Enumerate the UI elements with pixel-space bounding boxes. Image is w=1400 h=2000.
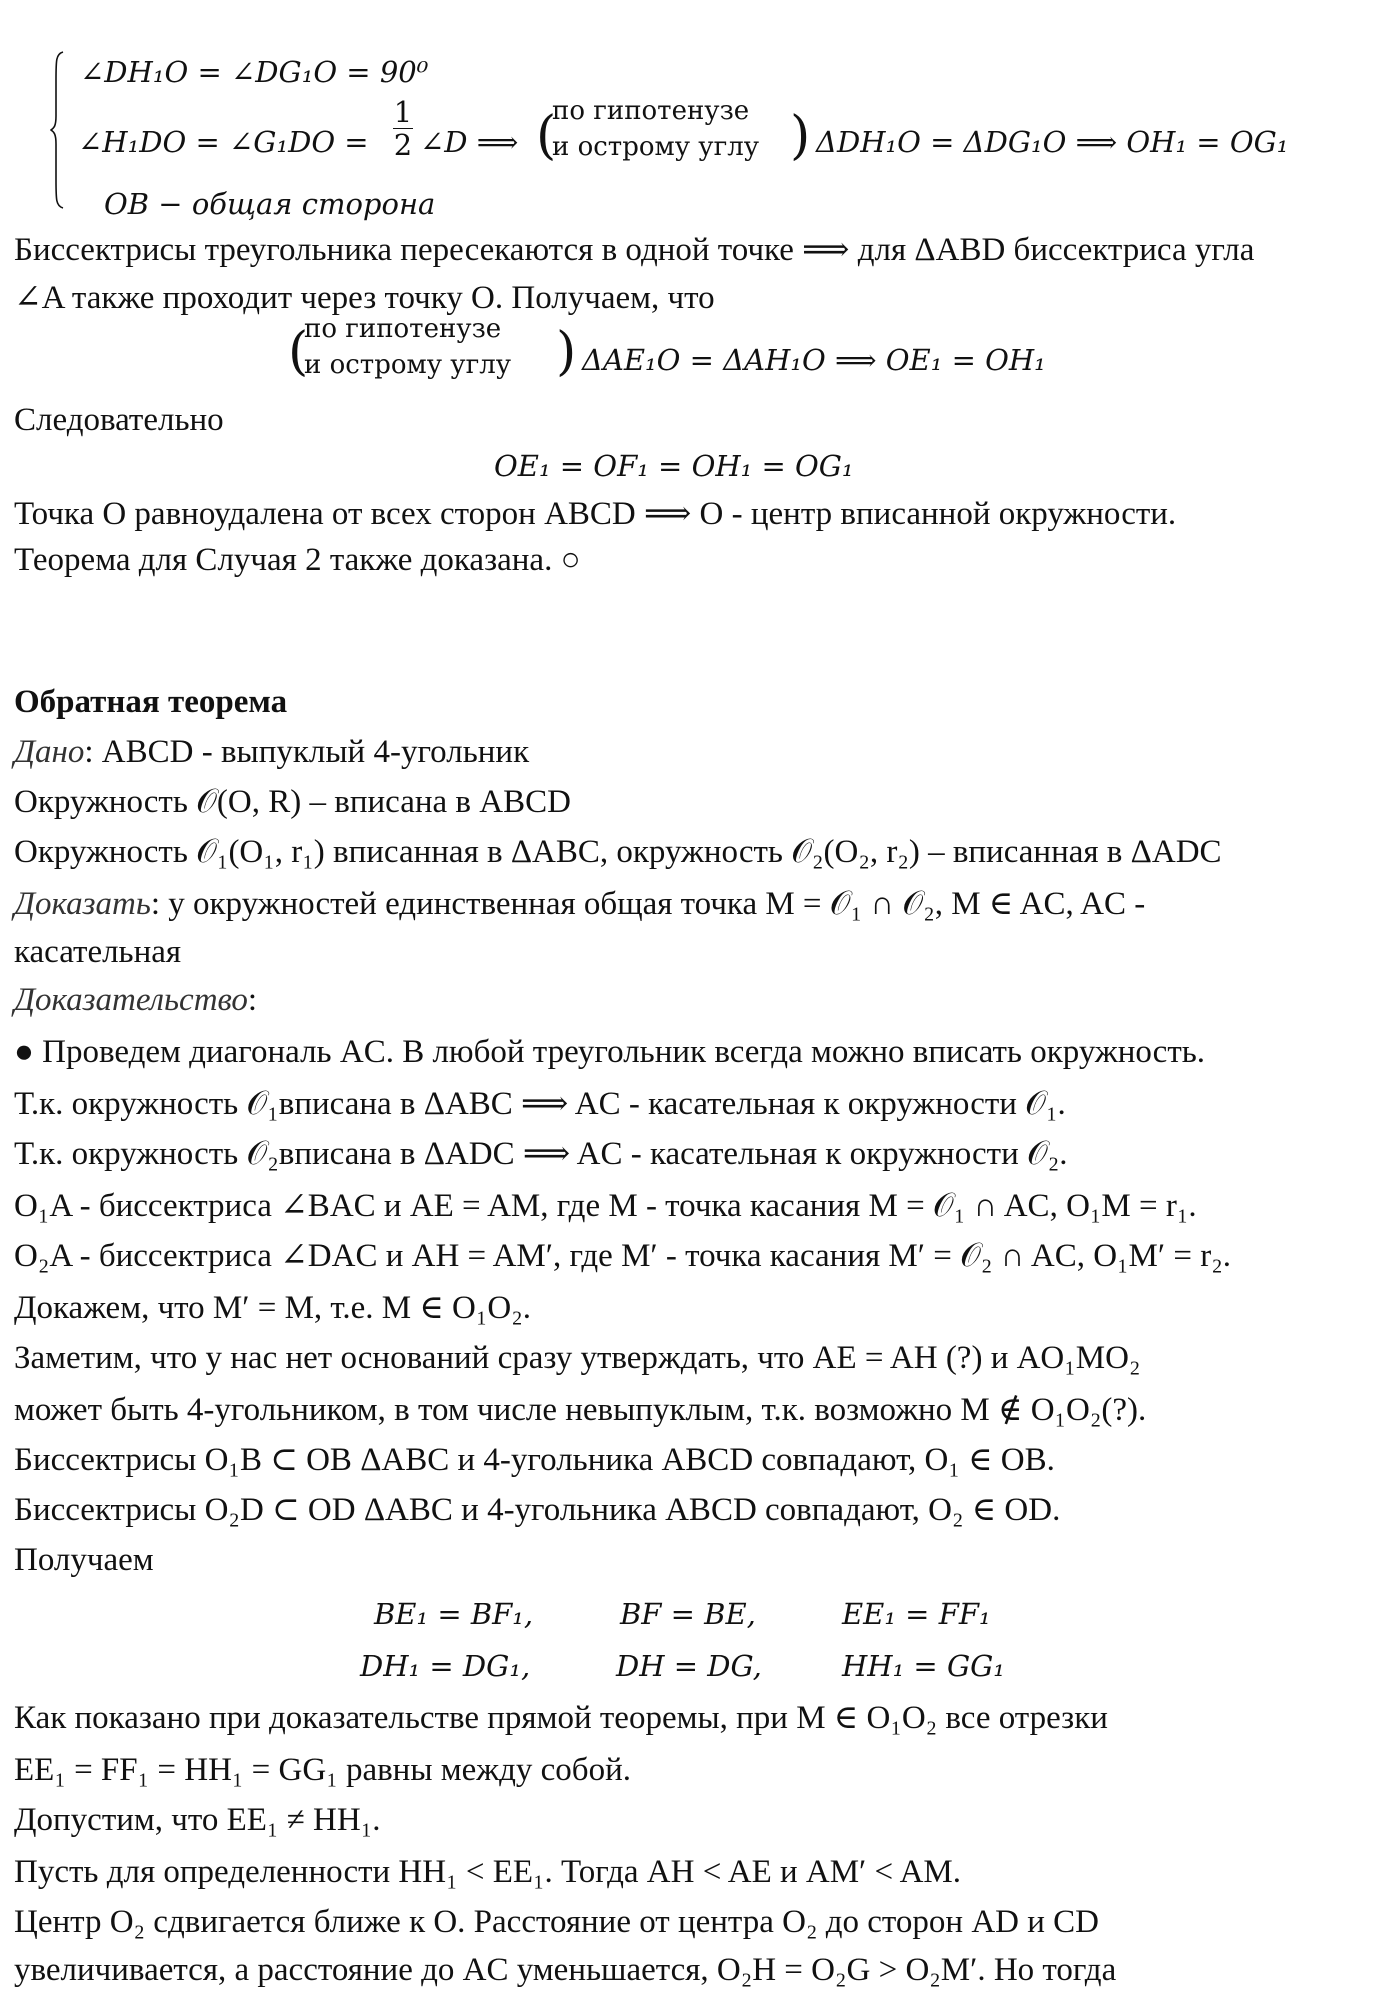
proof-text-line: ● Проведем диагональ AC. В любой треугольник всегда можно вписать окружность. — [14, 1034, 1206, 1070]
proof-text-line: O₁A - биссектриса ∠BAC и AE = AM, где M - точка касания M = 𝒪₁ ∩ AC, O₁M = r₁. — [14, 1188, 1197, 1224]
system-paren-bottom: и острому углу — [552, 132, 760, 162]
proof-text-line: Биссектрисы O₁B ⊂ OB ΔABC и 4-угольника ABCD совпадают, O₁ ∈ OB. — [14, 1442, 1055, 1478]
proof-text-line: O₂A - биссектриса ∠DAC и AH = AM′, где M′ - точка касания M′ = 𝒪₂ ∩ AC, O₁M′ = r₂. — [14, 1238, 1231, 1274]
prove-line — [14, 884, 1145, 924]
paragraph-bisectors-1: Биссектрисы треугольника пересекаются в одной точке ⟹ для ΔABD биссектриса угла — [14, 232, 1255, 268]
tail-line: Допустим, что EE₁ ≠ HH₁. — [14, 1802, 381, 1838]
heading-inverse-theorem: Обратная теорема — [14, 684, 288, 720]
proof-text-line: Докажем, что M′ = M, т.е. M ∈ O₁O₂. — [14, 1290, 531, 1326]
tail-line: Как показано при доказательстве прямой теоремы, при M ∈ O₁O₂ все отрезки — [14, 1700, 1108, 1736]
paragraph-therefore: Следовательно — [14, 402, 224, 438]
system-paren-top: по гипотенузе — [552, 96, 750, 126]
paragraph-bisectors-2: ∠A также проходит через точку O. Получаем, что — [14, 280, 715, 316]
system-paren-right: ) — [790, 106, 811, 166]
circle-inscribed-line: Окружность 𝒪(O, R) – вписана в ABCD — [14, 784, 571, 820]
eq-row1-col3: EE₁ = FF₁ — [842, 1597, 991, 1631]
circles-triangles-line: Окружность 𝒪₁(O₁, r₁) вписанная в ΔABC, окружность 𝒪₂(O₂, r₂) – вписанная в ΔADC — [14, 834, 1222, 870]
proof-text-line: Т.к. окружность 𝒪₁вписана в ΔABC ⟹ AC - касательная к окружности 𝒪₁. — [14, 1086, 1066, 1122]
system-line-2c: ΔDH₁O = ΔDG₁O ⟹ OH₁ = OG₁ — [816, 125, 1289, 159]
tail-line: EE₁ = FF₁ = HH₁ = GG₁ равны между собой. — [14, 1752, 631, 1788]
eq1-paren-bottom: и острому углу — [304, 350, 512, 380]
fraction-denominator: 2 — [393, 128, 413, 162]
eq1-paren-top: по гипотенузе — [304, 314, 502, 344]
proof-line — [14, 980, 257, 1020]
eq-row1-col1: BE₁ = BF₁, — [374, 1597, 534, 1631]
eq1-formula: ΔAE₁O = ΔAH₁O ⟹ OE₁ = OH₁ — [582, 343, 1046, 377]
prove-label: Доказать — [14, 886, 151, 922]
proof-colon: : — [247, 982, 258, 1018]
eq1-paren-left: ( — [288, 322, 309, 382]
proof-text-line: Получаем — [14, 1542, 154, 1578]
system-line-3: OB − общая сторона — [104, 187, 436, 221]
proof-text-line: может быть 4-угольником, в том числе невыпуклым, т.к. возможно M ∉ O₁O₂(?). — [14, 1392, 1147, 1428]
system-paren-left: ( — [536, 106, 557, 166]
prove-line-cont: касательная — [14, 934, 182, 970]
given-text: : ABCD - выпуклый 4-угольник — [84, 734, 530, 770]
tail-line: увеличивается, а расстояние до AC уменьшается, O₂H = O₂G > O₂M′. Но тогда — [14, 1952, 1117, 1988]
eq-row2-col3: HH₁ = GG₁ — [842, 1649, 1005, 1683]
given-label: Дано — [14, 734, 85, 770]
given-line — [14, 732, 529, 772]
eq-row2-col2: DH = DG, — [616, 1649, 762, 1683]
system-brace — [50, 50, 64, 210]
system-line-2a: ∠H₁DO = ∠G₁DO = — [78, 125, 369, 159]
proof-label: Доказательство — [14, 982, 248, 1018]
tail-line: Пусть для определенности HH₁ < EE₁. Тогда AH < AE и AM′ < AM. — [14, 1854, 961, 1890]
eq-row1-col2: BF = BE, — [620, 1597, 756, 1631]
fraction-half — [393, 96, 413, 161]
fraction-numerator: 1 — [393, 95, 413, 129]
eq2-formula: OE₁ = OF₁ = OH₁ = OG₁ — [494, 449, 854, 483]
eq1-paren-right: ) — [556, 322, 577, 382]
proof-text-line: Заметим, что у нас нет оснований сразу утверждать, что AE = AH (?) и AO₁MO₂ — [14, 1340, 1141, 1376]
system-line-2b: ∠D ⟹ — [420, 125, 519, 159]
eq-row2-col1: DH₁ = DG₁, — [360, 1649, 531, 1683]
paragraph-case2-proved: Теорема для Случая 2 также доказана. ○ — [14, 542, 581, 578]
prove-text: : у окружностей единственная общая точка M = 𝒪₁ ∩ 𝒪₂, M ∈ AC, AC - — [150, 886, 1146, 922]
proof-text-line: Биссектрисы O₂D ⊂ OD ΔABC и 4-угольника ABCD совпадают, O₂ ∈ OD. — [14, 1492, 1061, 1528]
system-line-1: ∠DH₁O = ∠DG₁O = 90⁰ — [80, 55, 429, 89]
proof-text-line: Т.к. окружность 𝒪₂вписана в ΔADC ⟹ AC - касательная к окружности 𝒪₂. — [14, 1136, 1068, 1172]
tail-line: Центр O₂ сдвигается ближе к O. Расстояние от центра O₂ до сторон AD и CD — [14, 1904, 1099, 1940]
paragraph-incenter: Точка O равноудалена от всех сторон ABCD ⟹ O - центр вписанной окружности. — [14, 496, 1177, 532]
